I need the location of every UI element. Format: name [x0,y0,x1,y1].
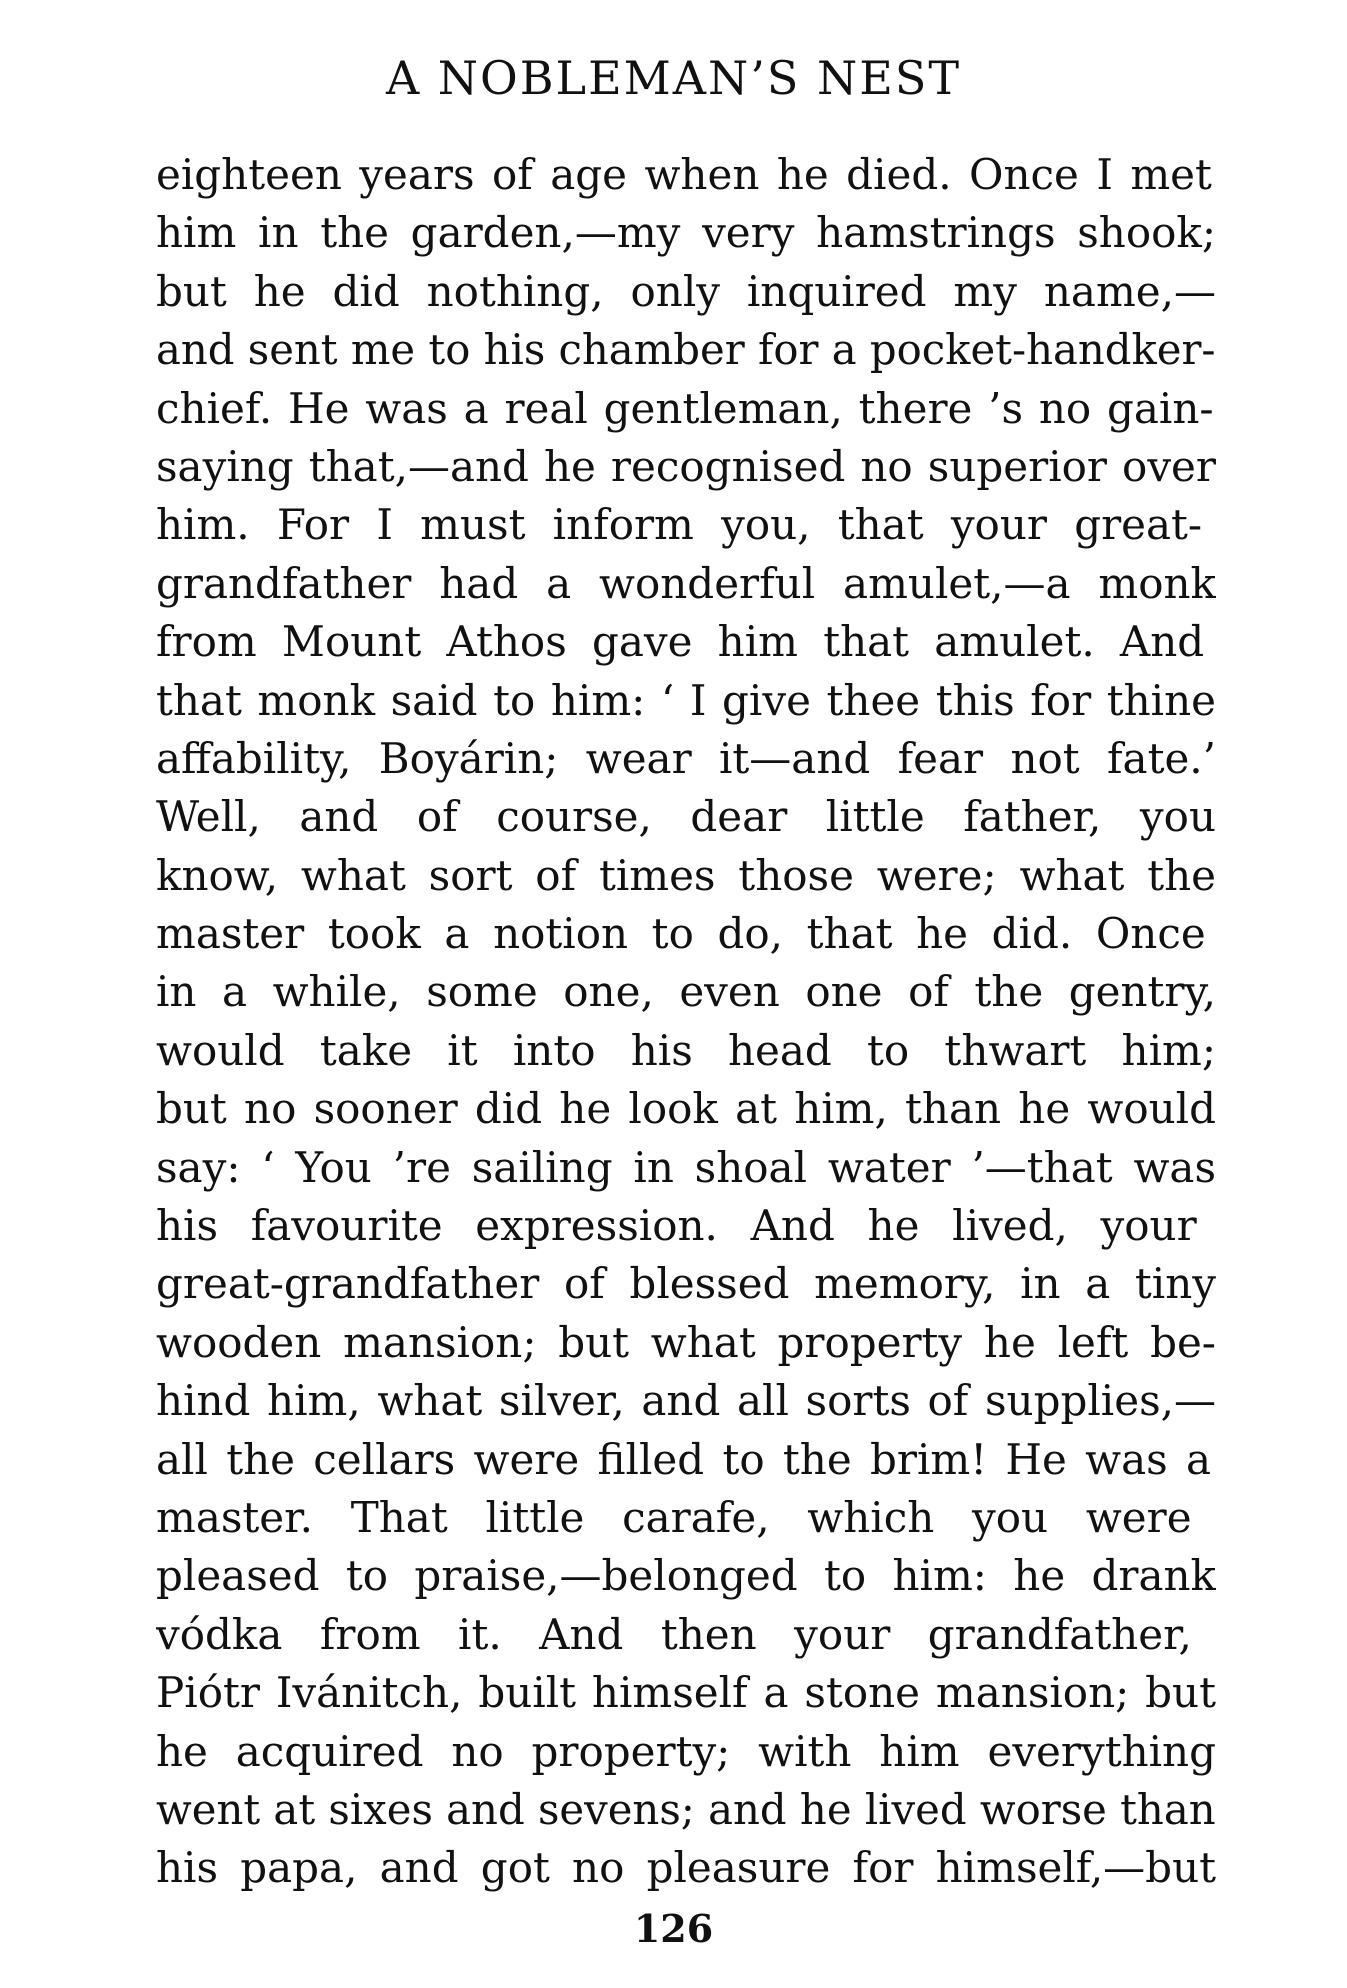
text-line: wooden mansion; but what property he left be- [156,1317,1216,1367]
text-line: chief. He was a real gentleman, there ’s no gain- [156,383,1214,433]
text-line: master. That little carafe, which you were [156,1492,1192,1542]
text-line: would take it into his head to thwart him; [156,1025,1216,1075]
page-number: 126 [633,1906,714,1951]
text-line: great-grandfather of blessed memory, in a tiny [156,1259,1216,1309]
text-line: grandfather had a wonderful amulet,—a monk [156,558,1216,608]
text-line: his papa, and got no pleasure for himself,—but [156,1843,1216,1893]
text-line: eighteen years of age when he died. Once I met [156,150,1212,199]
text-line: master took a notion to do, that he did. Once [156,909,1206,959]
text-line: him. For I must inform you, that your great- [156,500,1203,550]
text-line: all the cellars were filled to the brim! He was a [156,1434,1212,1484]
text-line: went at sixes and sevens; and he lived worse than [156,1784,1216,1834]
text-line: him in the garden,—my very hamstrings shook; [156,208,1216,258]
body-text [156,146,1216,1898]
text-line: vódka from it. And then your grandfather, [156,1609,1192,1659]
text-line: from Mount Athos gave him that amulet. And [156,617,1205,667]
text-line: affability, Boyárin; wear it—and fear not fate.’ [156,733,1216,783]
text-line: Piótr Ivánitch, built himself a stone mansion; but [156,1668,1216,1718]
text-line: but no sooner did he look at him, than he would [156,1084,1216,1134]
text-line: hind him, what silver, and all sorts of supplies,— [156,1376,1216,1426]
text-line: but he did nothing, only inquired my name,— [156,266,1216,316]
text-line: in a while, some one, even one of the gentry, [156,967,1216,1017]
text-line: know, what sort of times those were; what the [156,850,1216,900]
text-line: that monk said to him: ‘ I give thee this for thine [156,675,1216,725]
running-head: A NOBLEMAN’S NEST [385,51,962,105]
text-line: and sent me to his chamber for a pocket-handker- [156,325,1216,375]
text-line: Well, and of course, dear little father, you [156,792,1216,842]
text-line: he acquired no property; with him everything [156,1726,1216,1776]
text-line: his favourite expression. And he lived, your [156,1201,1197,1251]
text-line: say: ‘ You ’re sailing in shoal water ’—that was [156,1142,1216,1192]
text-line: saying that,—and he recognised no superior over [156,441,1216,491]
text-line: pleased to praise,—belonged to him: he drank [156,1551,1216,1601]
